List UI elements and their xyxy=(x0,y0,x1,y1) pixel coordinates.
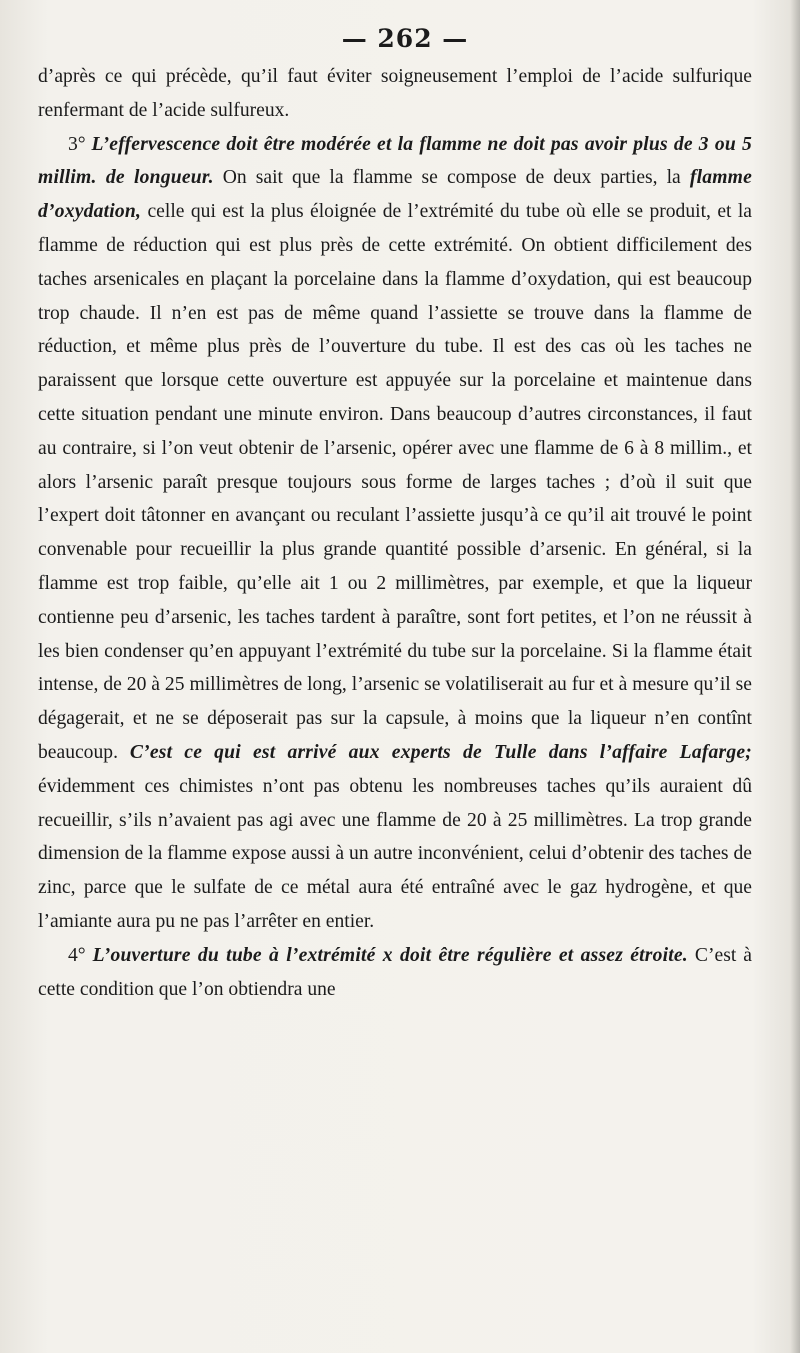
italic-heading: L’effervescence doit être modérée et la flamme ne doit pas avoir plus de 3 ou 5 millim. de longueur. xyxy=(38,133,753,189)
page-body-text xyxy=(38,60,752,1006)
page-edge-shadow xyxy=(790,0,800,1353)
paragraph-continuation xyxy=(38,60,752,128)
item-number: 4° xyxy=(68,944,93,966)
text-segment: d’après ce qui précède, qu’il faut éviter soigneusement l’emploi de l’acide sulfurique renfermant de l’acide sulfureux. xyxy=(38,66,752,121)
item-number: 3° xyxy=(68,133,92,155)
text-segment: celle qui est la plus éloignée de l’extrémité du tube où elle se produit, et la flamme de réduction qui est plus près de cette extrémité. On obtient difficilement des taches arsenicales en plaçant la porcelaine dans la flamme d’oxydation, qui est beaucoup trop chaude. Il n’en est pas de même quand l’assiette se trouve dans la flamme de réduction, et même plus près de l’ouverture du tube. Il est des cas où les taches ne paraissent que lorsque cette ouverture est appuyée sur la porcelaine et maintenue dans cette situation pendant une minute environ. Dans beaucoup d’autres circonstances, il faut au contraire, si l’on veut obtenir de l’arsenic, opérer avec une flamme de 6 à 8 millim., et alors l’arsenic paraît presque toujours sous forme de larges taches ; d’où il suit que l’expert doit tâtonner en avançant ou reculant l’assiette jusqu’à ce qu’il ait trouvé le point convenable pour recueillir la plus grande quantité possible d’arsenic. En général, si la flamme est trop faible, qu’elle ait 1 ou 2 millimètres, par exemple, et que la liqueur contienne peu d’arsenic, les taches tardent à paraître, sont fort petites, et l’on ne réussit à les bien condenser qu’en appuyant l’extrémité du tube sur la porcelaine. Si la flamme était intense, de 20 à 25 millimètres de long, l’arsenic se volatiliserait au fur et à mesure qu’il se dégagerait, et ne se déposerait pas sur la capsule, à moins que la liqueur n’en contînt beaucoup. xyxy=(38,201,752,763)
text-segment: On sait que la flamme se compose de deux parties, la xyxy=(213,167,690,189)
italic-term: flamme d’oxydation, xyxy=(38,167,752,223)
text-segment: C’est à cette condition que l’on obtiendra une xyxy=(38,944,752,1000)
paragraph-item-4 xyxy=(38,939,752,1007)
italic-heading: L’ouverture du tube à l’extrémité x doit être régulière et assez étroite. xyxy=(92,944,688,966)
text-segment: évidemment ces chimistes n’ont pas obtenu les nombreuses taches qu’ils auraient dû recueillir, s’ils n’avaient pas agi avec une flamme de 20 à 25 millimètres. La trop grande dimension de la flamme expose aussi à un autre inconvénient, celui d’obtenir des taches de zinc, parce que le sulfate de ce métal aura été entraîné avec le gaz hydrogène, et que l’amiante aura pu ne pas l’arrêter en entier. xyxy=(38,775,752,932)
paragraph-item-3 xyxy=(38,128,752,939)
page-number: — 262 — xyxy=(341,24,469,53)
italic-remark: C’est ce qui est arrivé aux experts de Tulle dans l’affaire Lafarge; xyxy=(129,741,752,763)
